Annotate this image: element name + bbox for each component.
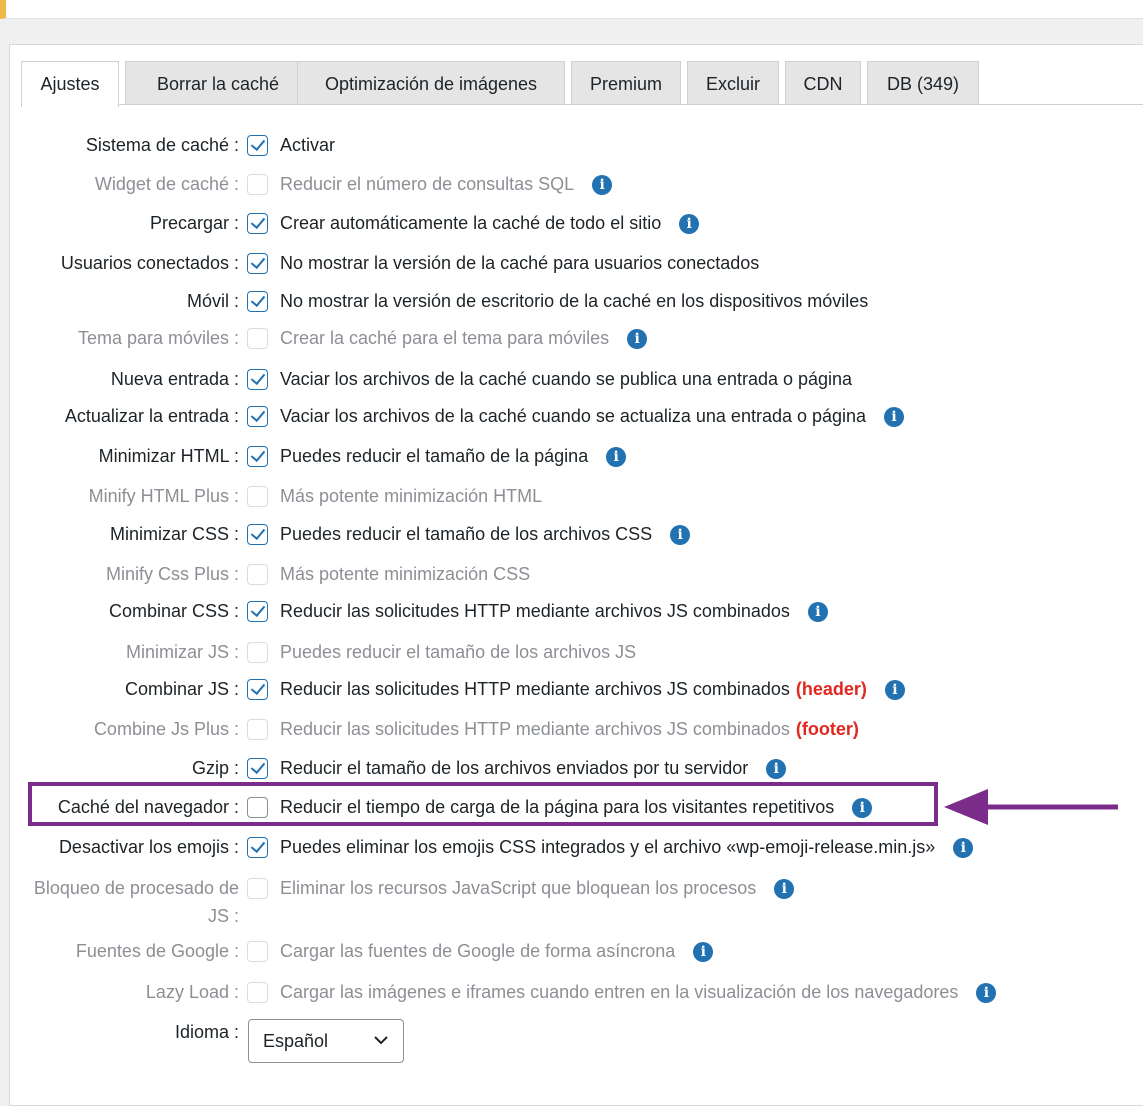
admin-notice-bar	[0, 0, 1143, 19]
setting-description	[280, 522, 690, 546]
setting-description	[280, 562, 530, 586]
language-select[interactable]	[248, 1019, 404, 1063]
setting-label: Usuarios conectados :	[60, 253, 239, 273]
tab-excluir[interactable]: Excluir	[687, 61, 779, 105]
setting-checkbox[interactable]	[247, 837, 268, 858]
setting-description	[280, 367, 852, 391]
setting-description	[280, 939, 713, 963]
tab-db[interactable]: DB (349)	[867, 61, 979, 105]
info-icon[interactable]: i	[884, 407, 904, 427]
setting-description	[280, 980, 996, 1004]
setting-description-text: Más potente minimización CSS	[280, 564, 531, 584]
info-icon[interactable]: i	[774, 879, 794, 899]
setting-description	[280, 289, 868, 313]
setting-description-text: Vaciar los archivos de la caché cuando se publica una entrada o página	[280, 369, 853, 389]
setting-checkbox[interactable]	[247, 328, 268, 349]
setting-label: Nueva entrada :	[110, 369, 239, 389]
setting-checkbox[interactable]	[247, 253, 268, 274]
setting-label: Gzip :	[191, 758, 239, 778]
setting-label: Desactivar los emojis :	[58, 837, 239, 857]
setting-description-text: Más potente minimización HTML	[280, 486, 543, 506]
setting-checkbox[interactable]	[247, 878, 268, 899]
setting-description	[280, 211, 699, 235]
setting-label: Combine Js Plus :	[93, 719, 239, 739]
setting-suffix: (footer)	[795, 719, 859, 739]
setting-label: Combinar JS :	[124, 679, 239, 699]
setting-description	[280, 876, 794, 900]
info-icon[interactable]: i	[627, 329, 647, 349]
setting-label: Móvil :	[186, 291, 239, 311]
setting-checkbox[interactable]	[247, 369, 268, 390]
info-icon[interactable]: i	[606, 447, 626, 467]
setting-description-text: Crear la caché para el tema para móviles	[280, 328, 610, 348]
info-icon[interactable]: i	[766, 759, 786, 779]
setting-description	[280, 756, 786, 780]
setting-description-text: Reducir el tiempo de carga de la página para los visitantes repetitivos	[280, 797, 835, 817]
setting-label: Combinar CSS :	[108, 601, 239, 621]
setting-checkbox[interactable]	[247, 135, 268, 156]
setting-description-text: Eliminar los recursos JavaScript que bloquean los procesos	[280, 878, 757, 898]
setting-description	[280, 835, 973, 859]
setting-description	[280, 133, 335, 157]
setting-description-text: Cargar las fuentes de Google de forma asíncrona	[280, 941, 676, 961]
setting-checkbox[interactable]	[247, 758, 268, 779]
setting-description-text: Reducir las solicitudes HTTP mediante archivos JS combinados	[280, 719, 790, 739]
setting-description-text: Reducir las solicitudes HTTP mediante archivos JS combinados	[280, 601, 790, 621]
setting-description-text: No mostrar la versión de escritorio de la caché en los dispositivos móviles	[280, 291, 869, 311]
setting-label: Tema para móviles :	[77, 328, 239, 348]
setting-checkbox[interactable]	[247, 406, 268, 427]
setting-label: Caché del navegador :	[57, 797, 239, 817]
setting-description-text: Vaciar los archivos de la caché cuando se actualiza una entrada o página	[280, 406, 867, 426]
info-icon[interactable]: i	[808, 602, 828, 622]
tab-premium[interactable]: Premium	[571, 61, 681, 105]
tab-ajustes[interactable]: Ajustes	[21, 61, 119, 107]
setting-checkbox[interactable]	[247, 291, 268, 312]
tab-cdn[interactable]: CDN	[785, 61, 861, 105]
setting-checkbox[interactable]	[247, 213, 268, 234]
tab-optimizacion-imagenes[interactable]: Optimización de imágenes	[297, 61, 565, 105]
setting-description	[280, 717, 859, 741]
highlight-box	[28, 782, 938, 826]
setting-description	[280, 326, 647, 350]
setting-label: Minimizar CSS :	[109, 524, 239, 544]
setting-checkbox[interactable]	[247, 679, 268, 700]
setting-label: Lazy Load :	[145, 982, 239, 1002]
setting-suffix: (header)	[795, 679, 867, 699]
setting-label: Minify HTML Plus :	[88, 486, 239, 506]
setting-description	[280, 404, 904, 428]
setting-description-text: Reducir el tamaño de los archivos enviados por tu servidor	[280, 758, 749, 778]
setting-label: Minimizar JS :	[125, 642, 239, 662]
setting-description	[280, 677, 905, 701]
setting-label: Bloqueo de procesado de JS :	[33, 878, 239, 926]
setting-description-text: No mostrar la versión de la caché para usuarios conectados	[280, 253, 760, 273]
info-icon[interactable]: i	[953, 838, 973, 858]
setting-label: Actualizar la entrada :	[64, 406, 239, 426]
setting-description	[280, 444, 626, 468]
setting-checkbox[interactable]	[247, 982, 268, 1003]
setting-checkbox[interactable]	[247, 941, 268, 962]
setting-checkbox[interactable]	[247, 174, 268, 195]
setting-checkbox[interactable]	[247, 601, 268, 622]
info-icon[interactable]: i	[976, 983, 996, 1003]
info-icon[interactable]: i	[679, 214, 699, 234]
setting-description-text: Reducir las solicitudes HTTP mediante archivos JS combinados	[280, 679, 790, 699]
setting-description	[280, 640, 636, 664]
setting-description-text: Puedes reducir el tamaño de la página	[280, 446, 589, 466]
setting-checkbox[interactable]	[247, 486, 268, 507]
tab-borrar-cache[interactable]: Borrar la caché	[125, 61, 311, 105]
setting-description	[280, 172, 612, 196]
info-icon[interactable]: i	[852, 798, 872, 818]
setting-description-text: Activar	[280, 135, 336, 155]
setting-description	[280, 484, 542, 508]
setting-label: Widget de caché :	[94, 174, 239, 194]
setting-description-text: Puedes reducir el tamaño de los archivos JS	[280, 642, 637, 662]
setting-description-text: Crear automáticamente la caché de todo el sitio	[280, 213, 662, 233]
setting-checkbox[interactable]	[247, 524, 268, 545]
setting-label: Minimizar HTML :	[98, 446, 239, 466]
setting-description-text: Reducir el número de consultas SQL	[280, 174, 575, 194]
setting-description	[280, 251, 759, 275]
info-icon[interactable]: i	[885, 680, 905, 700]
setting-description	[280, 599, 828, 623]
setting-description-text: Puedes eliminar los emojis CSS integrados y el archivo «wp-emoji-release.min.js»	[280, 837, 936, 857]
setting-checkbox[interactable]	[247, 564, 268, 585]
setting-checkbox[interactable]	[247, 719, 268, 740]
chevron-down-icon	[373, 1034, 389, 1046]
setting-checkbox[interactable]	[247, 642, 268, 663]
language-label: Idioma :	[174, 1022, 239, 1042]
setting-checkbox[interactable]	[247, 446, 268, 467]
setting-label: Precargar :	[149, 213, 239, 233]
info-icon[interactable]: i	[670, 525, 690, 545]
setting-label: Minify Css Plus :	[105, 564, 239, 584]
annotation-arrow-icon	[940, 782, 1120, 832]
info-icon[interactable]: i	[693, 942, 713, 962]
setting-description-text: Puedes reducir el tamaño de los archivos CSS	[280, 524, 653, 544]
setting-label: Sistema de caché :	[85, 135, 239, 155]
tab-divider	[21, 104, 1143, 105]
info-icon[interactable]: i	[592, 175, 612, 195]
setting-description-text: Cargar las imágenes e iframes cuando entren en la visualización de los navegadores	[280, 982, 959, 1002]
language-value: Español	[263, 1031, 329, 1051]
setting-label: Fuentes de Google :	[75, 941, 239, 961]
